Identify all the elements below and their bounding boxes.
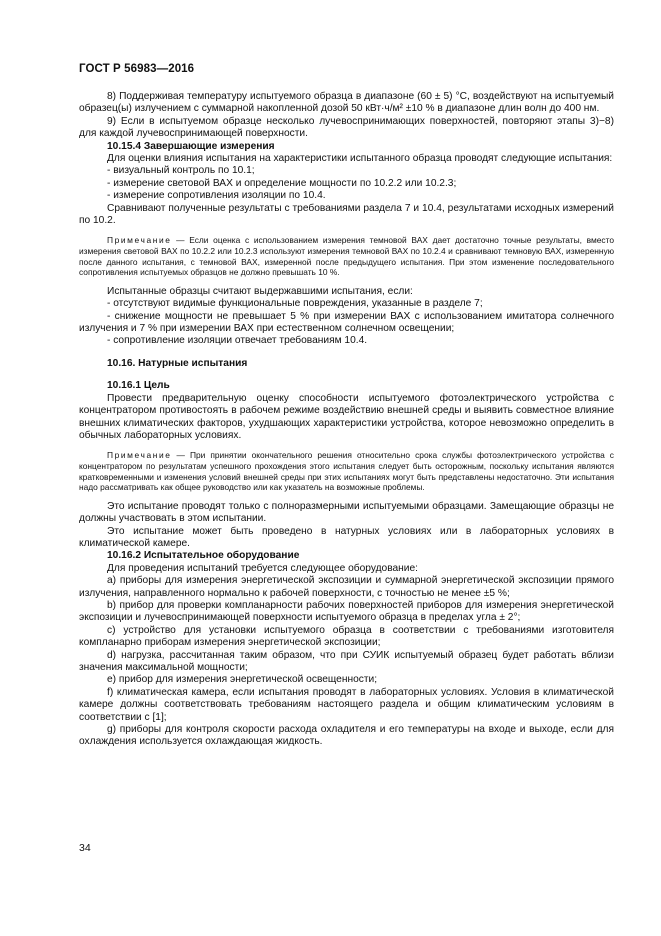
list-item-a: а) приборы для измерения энергетической экспозиции и суммарной энергетической экспозиции прямого излучения, направленного нормально к рабочей поверхности, с точностью не менее ±5 %; bbox=[79, 575, 614, 599]
list-item: - отсутствуют видимые функциональные повреждения, указанные в разделе 7; bbox=[107, 298, 483, 310]
list-item-c: с) устройство для установки испытуемого образца в соответствии с требованиями изготовителя компланарно приборам измерения энергетической экспозиции; bbox=[79, 624, 614, 649]
paragraph: Это испытание может быть проведено в натурных условиях или в лабораторных условиях в климатической камере. bbox=[79, 525, 614, 549]
note-text: — Если оценка с использованием измерения темновой ВАХ дает достаточно точные результаты, вместо измерения световой ВАХ по 10.2.2 или 10.2.3 используют измерения темновой ВАХ по 10.2.4 и сравнивают темновую ВАХ, измеренную после данного испытания, с темновой ВАХ, измеренной после предыдущего испытания. При этом изменение последовательного сопротивления испытуемых образцов не должно превышать 10 %. bbox=[79, 235, 614, 278]
list-item-b: b) прибор для проверки компланарности рабочих поверхностей приборов для измерения энергетической экспозиции и лучевоспринимающей поверхности испытуемого образца в пределах угла ± 2°; bbox=[79, 599, 614, 624]
document-header: ГОСТ Р 56983—2016 bbox=[79, 63, 195, 75]
section-heading-10-16-2: 10.16.2 Испытательное оборудование bbox=[107, 550, 300, 562]
note bbox=[79, 450, 614, 492]
list-item-f: f) климатическая камера, если испытания проводят в лабораторных условиях. Условия в климатической камере должны соответствовать требованиям настоящего раздела и общим климатическим условиям в соответствии с [1]; bbox=[79, 686, 614, 723]
list-item-e: е) прибор для измерения энергетической освещенности; bbox=[107, 674, 378, 686]
paragraph: Для проведения испытаний требуется следующее оборудование: bbox=[107, 562, 418, 574]
list-item: - измерение сопротивления изоляции по 10.4. bbox=[107, 190, 326, 202]
paragraph-step-8: 8) Поддерживая температуру испытуемого образца в диапазоне (60 ± 5) °С, воздействуют на испытуемый образец(ы) излучением с суммарной накопленной дозой 50 кВт·ч/м² ±10 % в диапазоне длин волн до 400 нм. bbox=[79, 91, 614, 115]
paragraph: Провести предварительную оценку способности испытуемого фотоэлектрического устройства с концентратором противостоять в рабочем режиме воздействию внешней среды и выявить совместное влияние внешних климатических факторов, ухудшающих характеристики устройства, которое невозможно определить в обычных лабораторных условиях. bbox=[79, 392, 614, 441]
list-item: - визуальный контроль по 10.1; bbox=[107, 165, 255, 177]
paragraph: Это испытание проводят только с полноразмерными испытуемыми образцами. Замещающие образцы не должны участвовать в этом испытании. bbox=[79, 500, 614, 525]
note-label: Примечание bbox=[107, 450, 172, 461]
note-text: — При принятии окончательного решения относительно срока службы фотоэлектрического устройства с концентратором по результатам успешного прохождения этого испытания следует быть осторожным, поскольку испытания являются кратковременными и изменения условий внешней среды при этих испытаниях могут быть представлены недостаточно. Эти испытания надо рассматривать как общее руководство или как указатель на возможные проблемы. bbox=[79, 450, 614, 493]
list-item-g: g) приборы для контроля скорости расхода охладителя и его температуры на входе и выходе, если для охлаждения используется охлаждающая жидкость. bbox=[79, 724, 614, 748]
list-item: - снижение мощности не превышает 5 % при измерении ВАХ с использованием имитатора солнечного излучения и 7 % при измерении ВАХ при естественном солнечном освещении; bbox=[79, 310, 614, 335]
list-item: - сопротивление изоляции отвечает требованиям 10.4. bbox=[107, 335, 368, 347]
paragraph: Сравнивают полученные результаты с требованиями раздела 7 и 10.4, результатами исходных измерений по 10.2. bbox=[79, 202, 614, 227]
list-item-d: d) нагрузка, рассчитанная таким образом, что при СУИК испытуемый образец будет работать вблизи значения максимальной мощности; bbox=[79, 649, 614, 673]
section-heading-10-16-1: 10.16.1 Цель bbox=[107, 380, 170, 392]
document-page bbox=[79, 63, 614, 749]
list-item: - измерение световой ВАХ и определение мощности по 10.2.2 или 10.2.3; bbox=[107, 177, 457, 189]
note-label: Примечание bbox=[107, 235, 172, 246]
paragraph: Для оценки влияния испытания на характеристики испытанного образца проводят следующие испытания: bbox=[107, 153, 613, 165]
paragraph: Испытанные образцы считают выдержавшими испытания, если: bbox=[107, 285, 413, 297]
section-heading-10-15-4: 10.15.4 Завершающие измерения bbox=[107, 140, 275, 152]
section-heading-10-16: 10.16. Натурные испытания bbox=[107, 357, 248, 369]
page-number: 34 bbox=[79, 842, 91, 854]
note bbox=[79, 235, 614, 277]
paragraph-step-9: 9) Если в испытуемом образце несколько лучевоспринимающих поверхностей, повторяют этапы 3)−8) для каждой лучевоспринимающей поверхности. bbox=[79, 115, 614, 140]
